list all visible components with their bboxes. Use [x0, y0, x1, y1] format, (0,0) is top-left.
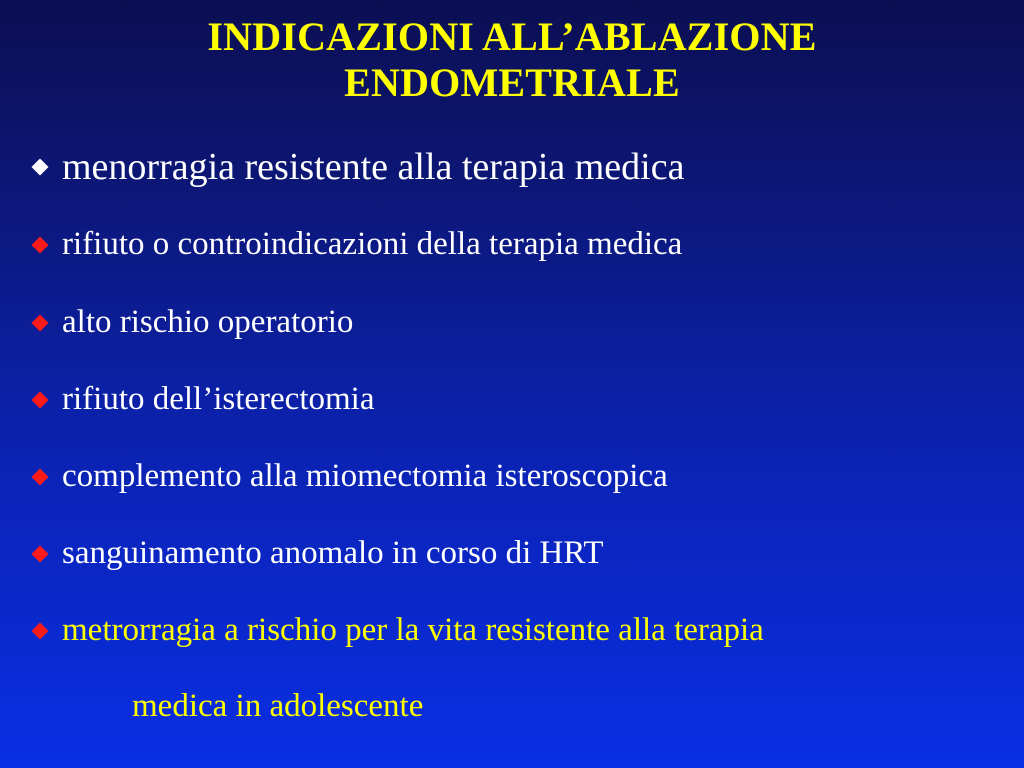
bullet-text-4: rifiuto dell’isterectomia: [62, 381, 375, 417]
bullet-text-7-continuation: medica in adolescente: [132, 688, 424, 724]
diamond-bullet-icon: [32, 622, 49, 639]
bullet-item-1: [30, 145, 684, 189]
bullet-item-5: [30, 458, 668, 495]
bullet-item-7: [30, 612, 764, 649]
bullet-text-7: metrorragia a rischio per la vita resistente alla terapia: [62, 612, 764, 648]
slide-title-line-1: INDICAZIONI ALL’ABLAZIONE: [207, 14, 817, 59]
diamond-bullet-icon: [32, 236, 49, 253]
bullet-text-2: rifiuto o controindicazioni della terapia medica: [62, 226, 683, 262]
bullet-text-3: alto rischio operatorio: [62, 304, 354, 340]
diamond-bullet-icon: [32, 545, 49, 562]
diamond-bullet-icon: [32, 314, 49, 331]
bullet-item-4: [30, 381, 374, 418]
bullet-item-3: [30, 304, 353, 341]
diamond-bullet-icon: [32, 391, 49, 408]
diamond-bullet-icon: [32, 468, 49, 485]
diamond-bullet-icon: [32, 159, 49, 176]
bullet-item-6: [30, 535, 604, 572]
bullet-item-2: [30, 226, 682, 263]
slide-title-line-2: ENDOMETRIALE: [344, 60, 680, 105]
bullet-text-5: complemento alla miomectomia isteroscopica: [62, 458, 668, 494]
bullet-text-6: sanguinamento anomalo in corso di HRT: [62, 535, 604, 571]
bullet-text-1: menorragia resistente alla terapia medica: [62, 146, 685, 188]
